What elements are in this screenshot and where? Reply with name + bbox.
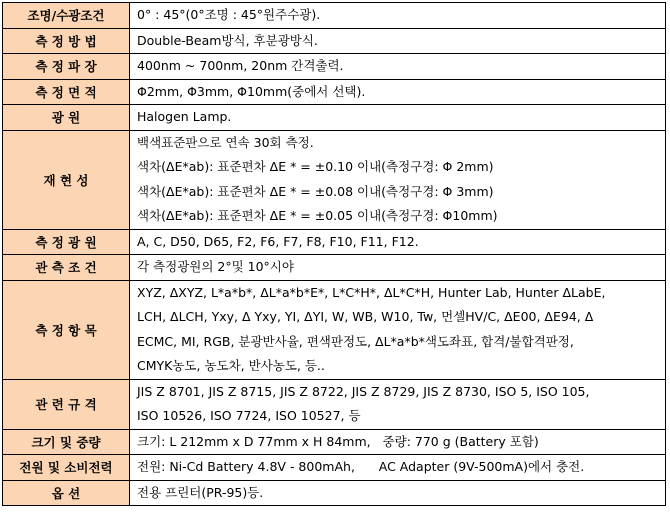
spec-value — [130, 105, 666, 131]
spec-value — [130, 28, 666, 54]
spec-row-options — [3, 480, 666, 506]
spec-value — [130, 379, 666, 429]
spec-row-observer — [3, 255, 666, 281]
spec-line: LCH, ΔLCH, Yxy, Δ Yxy, YI, ΔYI, W, WB, W10, Tw, 먼셀HV/C, ΔE00, ΔE94, Δ — [137, 309, 594, 324]
spec-line: 백색표준판으로 연속 30회 측정. — [137, 134, 314, 150]
spec-row-measurement-items — [3, 280, 666, 379]
spec-line: 0° : 45°(0°조명 : 45°원주수광). — [137, 7, 321, 22]
spec-row-standards — [3, 379, 666, 429]
spec-label: 측 정 방 법 — [3, 28, 130, 54]
spec-label: 관 련 규 격 — [3, 379, 130, 429]
spec-value — [130, 455, 666, 481]
spec-line: CMYK농도, 농도차, 반사농도, 등.. — [137, 358, 325, 373]
spec-value — [130, 429, 666, 455]
spec-label: 재 현 성 — [3, 130, 130, 229]
spec-line: Double-Beam방식, 후분광방식. — [137, 32, 318, 48]
spec-line: Halogen Lamp. — [137, 109, 232, 124]
spec-value — [130, 480, 666, 506]
spec-label: 측 정 광 원 — [3, 229, 130, 255]
spec-label: 옵 션 — [3, 480, 130, 506]
spec-label: 측 정 항 목 — [3, 280, 130, 379]
spec-line: 400nm ~ 700nm, 20nm 간격출력. — [137, 58, 344, 73]
spec-label: 전원 및 소비전력 — [3, 455, 130, 481]
spec-row-size-weight — [3, 429, 666, 455]
spec-line: 색차(ΔE*ab): 표준편차 ΔE * = ±0.05 이내(측정구경: Φ10mm) — [137, 208, 498, 223]
spec-line: Φ2mm, Φ3mm, Φ10mm(중에서 선택). — [137, 83, 366, 99]
spec-line: 색차(ΔE*ab): 표준편차 ΔE * = ±0.10 이내(측정구경: Φ 2mm) — [137, 159, 494, 174]
spec-row-area — [3, 79, 666, 105]
spec-label: 광 원 — [3, 105, 130, 131]
spec-value — [130, 229, 666, 255]
spec-value — [130, 255, 666, 281]
spec-row-wavelength — [3, 54, 666, 80]
spec-row-repeatability — [3, 130, 666, 229]
spec-line: 색차(ΔE*ab): 표준편차 ΔE * = ±0.08 이내(측정구경: Φ 3mm) — [137, 183, 494, 199]
spec-row-light-source — [3, 105, 666, 131]
spec-line: XYZ, ΔXYZ, L*a*b*, ΔL*a*b*E*, L*C*H*, ΔL*C*H, Hunter Lab, Hunter ΔLabE, — [137, 284, 606, 300]
spec-row-illumination — [3, 3, 666, 29]
spec-value — [130, 79, 666, 105]
spec-line: 각 측정광원의 2°및 10°시야 — [137, 259, 294, 274]
spec-row-illuminants — [3, 229, 666, 255]
spec-value — [130, 54, 666, 80]
spec-label: 측 정 면 적 — [3, 79, 130, 105]
spec-value — [130, 130, 666, 229]
spec-label: 조명/수광조건 — [3, 3, 130, 29]
spec-label: 관 측 조 건 — [3, 255, 130, 281]
spec-table — [2, 2, 666, 506]
spec-line: ECMC, MI, RGB, 분광반사율, 편색판정도, ΔL*a*b*색도좌표, 합격/불합격판정, — [137, 333, 574, 349]
spec-line: A, C, D50, D65, F2, F6, F7, F8, F10, F11, F12. — [137, 233, 419, 249]
spec-label: 크기 및 중량 — [3, 429, 130, 455]
spec-line: ISO 10526, ISO 7724, ISO 10527, 등 — [137, 408, 361, 423]
spec-value — [130, 3, 666, 29]
spec-label: 측 정 파 장 — [3, 54, 130, 80]
spec-line: 전용 프린터(PR-95)등. — [137, 484, 264, 500]
spec-row-method — [3, 28, 666, 54]
spec-row-power — [3, 455, 666, 481]
spec-line: JIS Z 8701, JIS Z 8715, JIS Z 8722, JIS Z 8729, JIS Z 8730, ISO 5, ISO 105, — [137, 383, 590, 399]
spec-line: 전원: Ni-Cd Battery 4.8V - 800mAh, AC Adapter (9V-500mA)에서 충전. — [137, 459, 585, 474]
spec-line: 크기: L 212mm x D 77mm x H 84mm, 중량: 770 g (Battery 포함) — [137, 433, 539, 449]
spec-value — [130, 280, 666, 379]
